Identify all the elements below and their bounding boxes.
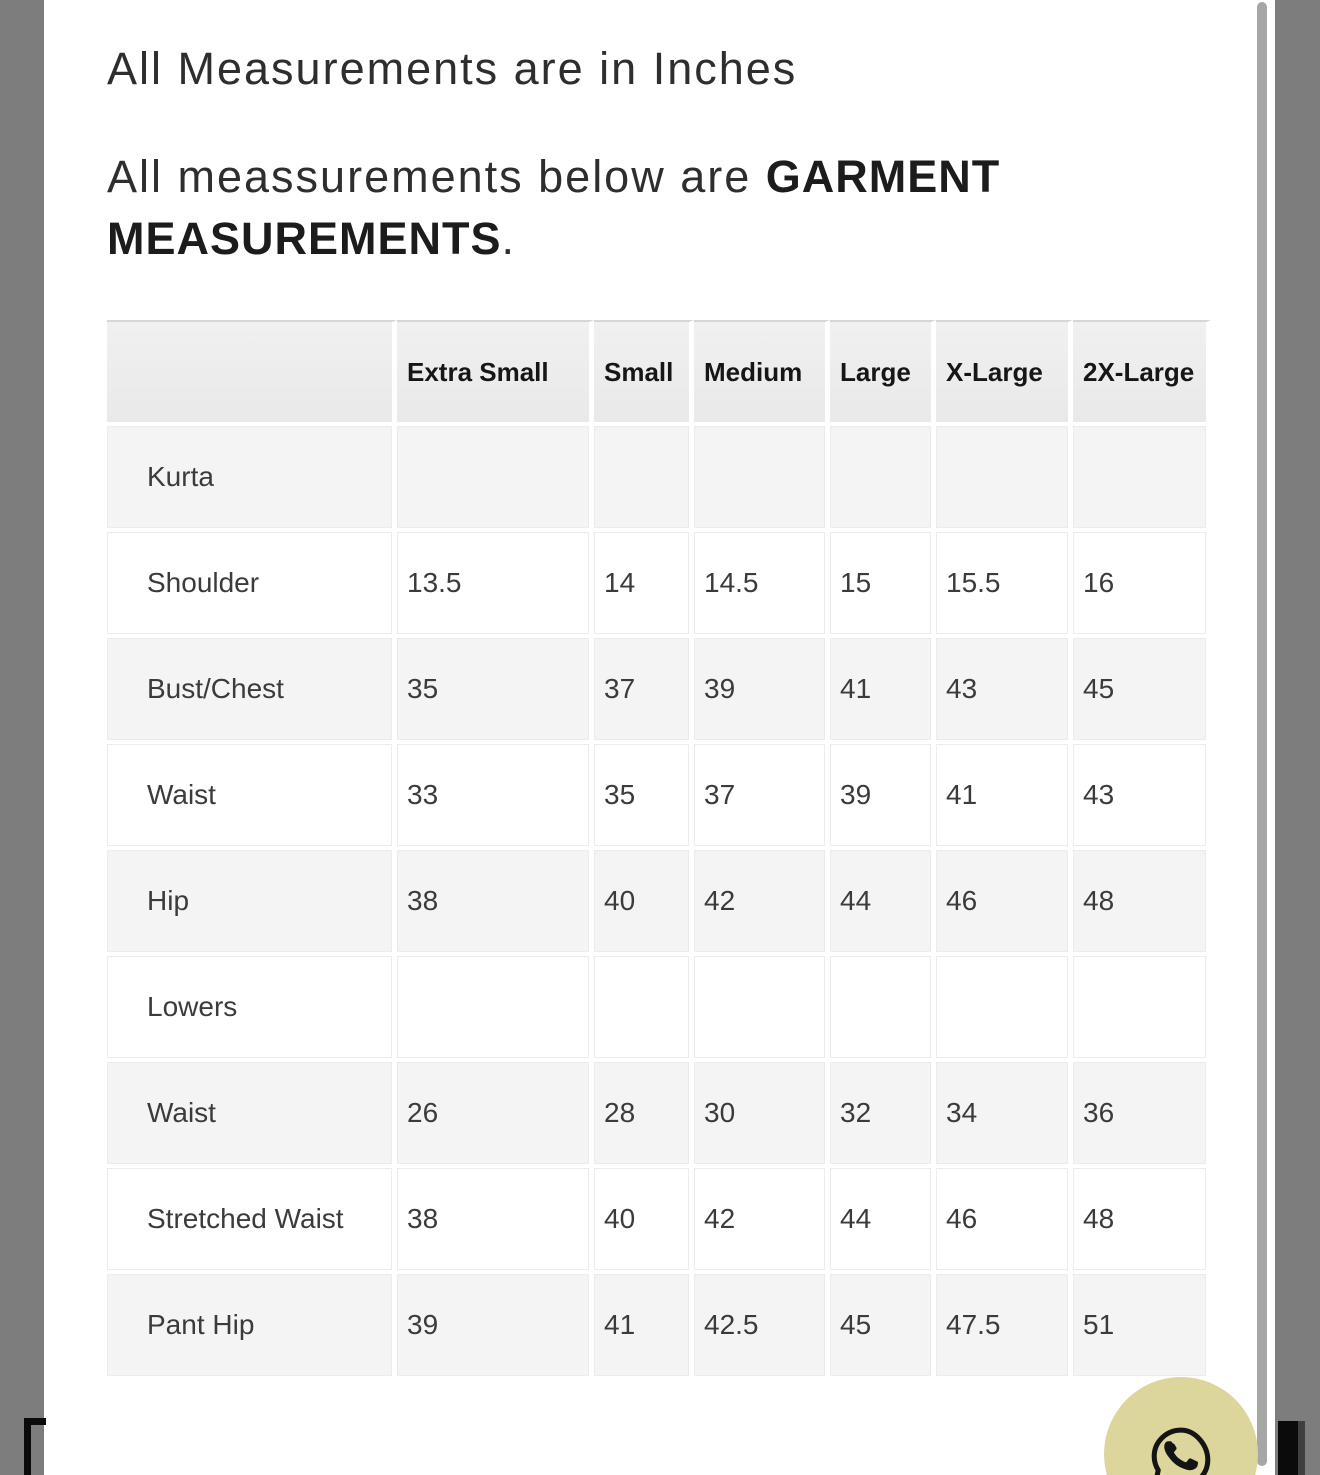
background-photo-corner-right: [1278, 1421, 1298, 1475]
size-chart-table: [107, 320, 1211, 1380]
value-cell: 44: [830, 850, 936, 956]
value-cell: 15.5: [936, 532, 1073, 638]
table-row: [107, 744, 1211, 850]
row-label-cell: Pant Hip: [107, 1274, 397, 1380]
value-cell: 43: [1073, 744, 1211, 850]
value-cell: [936, 426, 1073, 532]
size-chart-body: [107, 426, 1211, 1380]
value-cell: 32: [830, 1062, 936, 1168]
value-cell: 40: [594, 1168, 694, 1274]
backdrop-left-strip: [0, 0, 44, 1475]
row-label-cell: Hip: [107, 850, 397, 956]
value-cell: 43: [936, 638, 1073, 744]
value-cell: 38: [397, 850, 594, 956]
value-cell: 36: [1073, 1062, 1211, 1168]
value-cell: [1073, 956, 1211, 1062]
value-cell: 42.5: [694, 1274, 830, 1380]
table-row: [107, 532, 1211, 638]
value-cell: 48: [1073, 1168, 1211, 1274]
column-header: Small: [594, 320, 694, 426]
garment-note-bold: GARMENT MEASUREMENTS: [107, 151, 1001, 265]
whatsapp-chat-button[interactable]: [1104, 1377, 1258, 1475]
value-cell: 14.5: [694, 532, 830, 638]
table-row: [107, 638, 1211, 744]
value-cell: 39: [397, 1274, 594, 1380]
value-cell: [594, 426, 694, 532]
garment-note: [107, 146, 1211, 270]
row-label-cell: Bust/Chest: [107, 638, 397, 744]
row-label-cell: Stretched Waist: [107, 1168, 397, 1274]
value-cell: 38: [397, 1168, 594, 1274]
garment-note-suffix: .: [501, 213, 517, 265]
value-cell: 37: [694, 744, 830, 850]
value-cell: 33: [397, 744, 594, 850]
value-cell: [397, 956, 594, 1062]
value-cell: 16: [1073, 532, 1211, 638]
value-cell: [830, 956, 936, 1062]
whatsapp-icon: [1146, 1423, 1216, 1475]
value-cell: 41: [830, 638, 936, 744]
value-cell: 13.5: [397, 532, 594, 638]
value-cell: 46: [936, 1168, 1073, 1274]
value-cell: 34: [936, 1062, 1073, 1168]
value-cell: 30: [694, 1062, 830, 1168]
value-cell: 35: [397, 638, 594, 744]
value-cell: 35: [594, 744, 694, 850]
table-row: [107, 1274, 1211, 1380]
row-label-cell: Waist: [107, 744, 397, 850]
value-cell: 14: [594, 532, 694, 638]
value-cell: [594, 956, 694, 1062]
background-photo-corner-right-shade: [1298, 1421, 1305, 1475]
value-cell: 15: [830, 532, 936, 638]
value-cell: 42: [694, 1168, 830, 1274]
value-cell: [936, 956, 1073, 1062]
value-cell: [397, 426, 594, 532]
column-header: Extra Small: [397, 320, 594, 426]
size-guide-content: [107, 0, 1211, 1380]
header-row: [107, 320, 1211, 426]
background-photo-corner-left: [24, 1418, 46, 1475]
table-row: [107, 956, 1211, 1062]
value-cell: 40: [594, 850, 694, 956]
value-cell: 39: [830, 744, 936, 850]
value-cell: 47.5: [936, 1274, 1073, 1380]
value-cell: [1073, 426, 1211, 532]
row-label-cell: Waist: [107, 1062, 397, 1168]
column-header: Large: [830, 320, 936, 426]
value-cell: 48: [1073, 850, 1211, 956]
value-cell: [830, 426, 936, 532]
column-header: X-Large: [936, 320, 1073, 426]
value-cell: 37: [594, 638, 694, 744]
row-label-cell: Lowers: [107, 956, 397, 1062]
size-chart-wrap: [107, 320, 1211, 1380]
value-cell: [694, 956, 830, 1062]
row-label-cell: Shoulder: [107, 532, 397, 638]
value-cell: 41: [936, 744, 1073, 850]
modal-scrollbar-thumb[interactable]: [1257, 2, 1267, 1466]
column-header: 2X-Large: [1073, 320, 1211, 426]
value-cell: 51: [1073, 1274, 1211, 1380]
size-chart-head: [107, 320, 1211, 426]
column-header: Medium: [694, 320, 830, 426]
table-row: [107, 1168, 1211, 1274]
value-cell: 26: [397, 1062, 594, 1168]
table-row: [107, 850, 1211, 956]
table-row: [107, 1062, 1211, 1168]
table-row: [107, 426, 1211, 532]
units-heading: All Measurements are in Inches: [107, 43, 798, 94]
value-cell: 42: [694, 850, 830, 956]
value-cell: 28: [594, 1062, 694, 1168]
value-cell: 44: [830, 1168, 936, 1274]
value-cell: 45: [830, 1274, 936, 1380]
backdrop-right-strip: [1275, 0, 1320, 1475]
corner-cell: [107, 320, 397, 426]
value-cell: [694, 426, 830, 532]
value-cell: 46: [936, 850, 1073, 956]
value-cell: 41: [594, 1274, 694, 1380]
value-cell: 39: [694, 638, 830, 744]
garment-note-prefix: All meassurements below are: [107, 151, 766, 203]
value-cell: 45: [1073, 638, 1211, 744]
row-label-cell: Kurta: [107, 426, 397, 532]
